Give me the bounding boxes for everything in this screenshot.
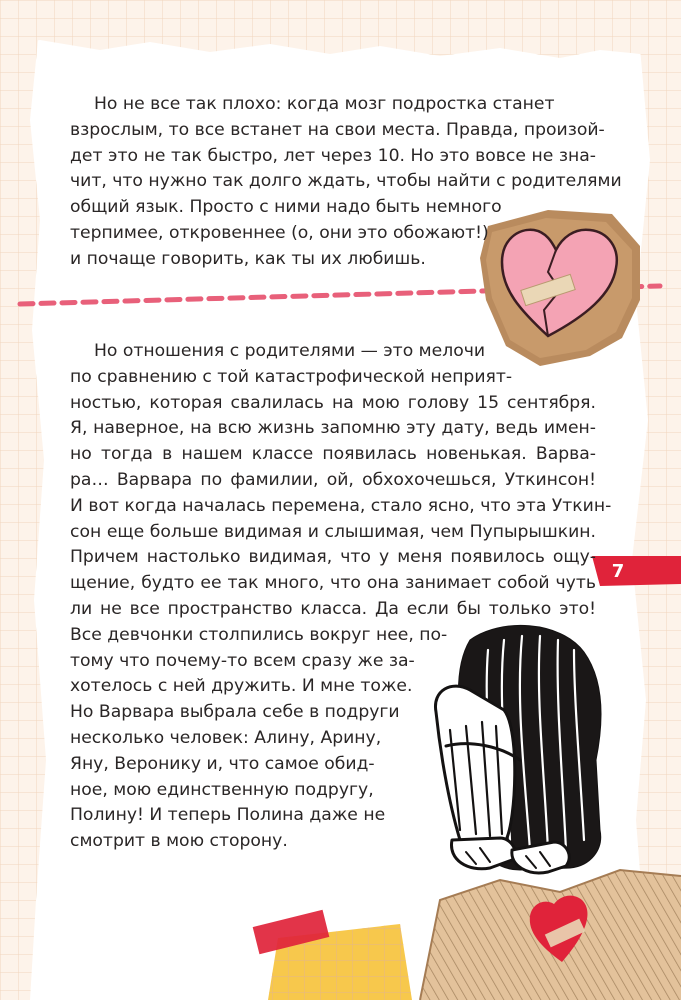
text-line: терпимее, откровеннее (о, они это обожают!) [70,222,489,243]
text-line: хотелось с ней дружить. И мне тоже. [70,676,413,697]
text-line: Яну, Веронику и, что самое обид- [70,753,375,774]
text-line: Но отношения с родителями — это мелочи [94,341,486,361]
page-number: 7 [611,561,625,582]
text-line: Полину! И теперь Полина даже не [70,805,386,826]
text-line: сон еще больше видимая и слышимая, чем Пупырышкин. [70,521,596,542]
text-line: общий язык. Просто с ними надо быть немного [70,197,502,218]
text-line: ра… Варвара по фамилии, ой, обхохочешься, Уткинсон! [70,469,596,490]
top-grid-paper [0,0,681,58]
text-line: Причем настолько видимая, что у меня появилось ощу- [70,547,596,568]
text-line: ностью, которая свалилась на мою голову 15 сентября. [70,392,596,413]
text-line: щение, будто ее так много, что она занимает собой чуть [70,573,596,594]
yellow-grid-note [253,910,412,1000]
text-line: И вот когда началась перемена, стало ясно, что эта Уткин- [70,495,612,516]
text-line: и почаще говорить, как ты их любишь. [70,248,426,269]
text-line: тому что почему-то всем сразу же за- [70,650,415,671]
text-line: чит, что нужно так долго ждать, чтобы найти с родителями [70,171,622,192]
text-line: смотрит в мою сторону. [70,831,288,852]
text-line: по сравнению с той катастрофической неприят- [70,366,513,387]
text-line: ли не все пространство класса. Да если бы только это! [70,598,596,619]
paragraph-2 [70,339,612,855]
left-grid-strip [0,40,46,1000]
text-line: Но не все так плохо: когда мозг подростка станет [94,94,555,114]
text-line: Но Варвара выбрала себе в подруги [70,702,400,723]
text-line: взрослым, то все встанет на свои места. Правда, произой- [70,119,605,140]
text-line: дет это не так быстро, лет через 10. Но это вовсе не зна- [70,145,596,166]
text-line: Я, наверное, на всю жизнь запомню эту дату, ведь имен- [70,418,596,439]
text-line: ное, мою единственную подругу, [70,779,374,800]
text-line: несколько человек: Алину, Арину, [70,727,382,748]
text-line: но тогда в нашем классе появилась новенькая. Варва- [70,444,596,465]
page-tab-icon [592,556,681,586]
right-grid-strip [632,40,681,1000]
paragraph-1 [70,92,622,273]
text-line: Все девчонки столпились вокруг нее, по- [70,624,448,645]
